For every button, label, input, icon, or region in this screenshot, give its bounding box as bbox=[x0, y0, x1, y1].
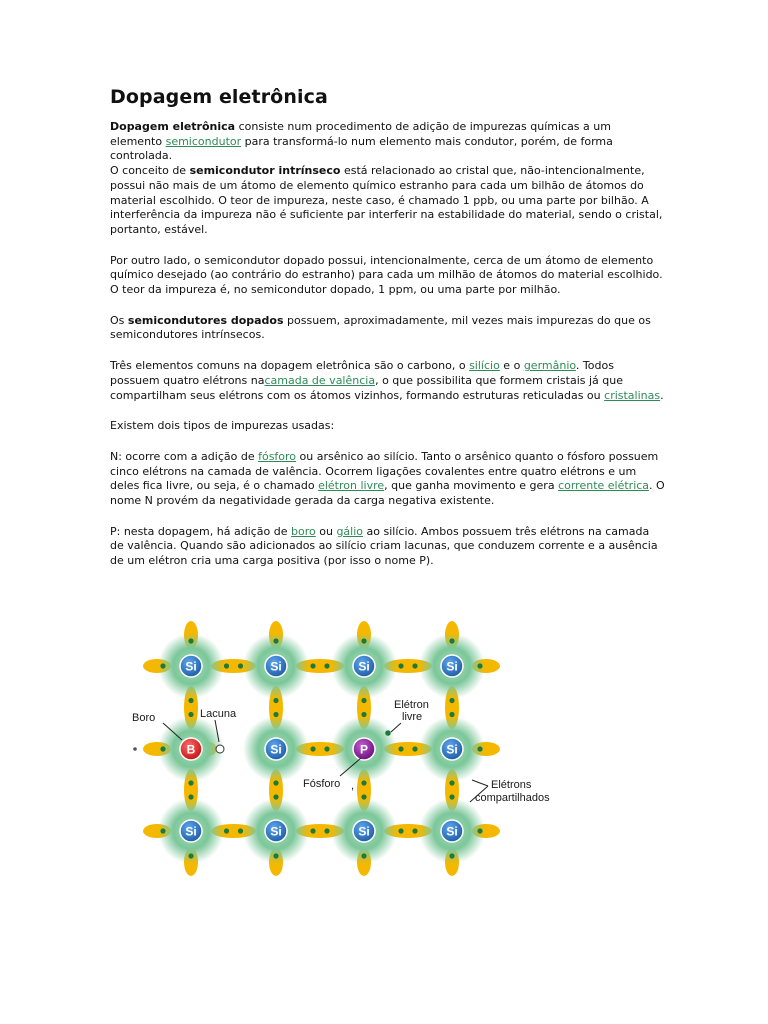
electron bbox=[449, 712, 454, 717]
electron bbox=[449, 698, 454, 703]
electron bbox=[238, 663, 243, 668]
doping-lattice-diagram bbox=[118, 596, 558, 896]
electron bbox=[412, 746, 417, 751]
atom-si-label: Si bbox=[185, 824, 197, 839]
electron bbox=[477, 663, 482, 668]
electron bbox=[273, 780, 278, 785]
electron bbox=[477, 828, 482, 833]
electron bbox=[273, 853, 278, 858]
link-cristalinas[interactable]: cristalinas bbox=[604, 388, 661, 402]
bold-term: semicondutor intrínseco bbox=[189, 164, 341, 178]
link-corrente-eletrica[interactable]: corrente elétrica bbox=[558, 479, 650, 493]
atom-si-label: Si bbox=[270, 659, 282, 674]
electron bbox=[361, 853, 366, 858]
paragraph-type-p: P: nesta dopagem, há adição de boro ou gálio ao silício. Ambos possuem três elétrons na camada de valência. Quando são adicionados ao silício criam lacunas, que conduzem corrente e a ausência de um elétron cria uma carga positiva (por isso o nome P). bbox=[110, 524, 658, 568]
electron bbox=[449, 853, 454, 858]
electron bbox=[188, 712, 193, 717]
atom-si-label: Si bbox=[270, 824, 282, 839]
atom-p-label: P bbox=[359, 742, 369, 757]
link-germanio[interactable]: germânio bbox=[523, 359, 576, 373]
atom-si-label: Si bbox=[270, 742, 282, 757]
label-boro: Boro bbox=[132, 712, 156, 724]
paragraph-elements: Três elementos comuns na dopagem eletrônica são o carbono, o silício e o germânio. Todos possuem quatro elétrons nacamada de valência, o que possibilita que formem cristais já que compartilham seus elétrons com os átomos vizinhos, formando estruturas reticuladas ou cristalinas. bbox=[110, 359, 664, 402]
electron bbox=[238, 828, 243, 833]
electron bbox=[273, 712, 278, 717]
label-eletrons: Elétrons bbox=[491, 779, 532, 791]
electron bbox=[310, 663, 315, 668]
link-boro[interactable]: boro bbox=[291, 524, 316, 538]
electron bbox=[188, 698, 193, 703]
electron bbox=[310, 828, 315, 833]
label-fosforo: Fósforo bbox=[303, 778, 341, 790]
electron bbox=[224, 663, 229, 668]
electron bbox=[188, 794, 193, 799]
label-livre: livre bbox=[402, 711, 423, 723]
electron bbox=[310, 746, 315, 751]
label-compartilhados: compartilhados bbox=[475, 792, 550, 804]
link-fosforo[interactable]: fósforo bbox=[258, 449, 297, 463]
article bbox=[110, 86, 665, 569]
electron bbox=[224, 828, 229, 833]
pointer-eletron bbox=[391, 723, 401, 732]
electron bbox=[273, 698, 278, 703]
electron bbox=[324, 828, 329, 833]
electron bbox=[449, 638, 454, 643]
lattice-svg bbox=[118, 596, 558, 896]
paragraph-types-intro: Existem dois tipos de impurezas usadas: bbox=[110, 419, 335, 433]
electron bbox=[361, 638, 366, 643]
label-eletron: Elétron bbox=[394, 699, 429, 711]
electron bbox=[324, 663, 329, 668]
electron bbox=[361, 780, 366, 785]
link-semicondutor[interactable]: semicondutor bbox=[165, 134, 242, 148]
electron bbox=[412, 663, 417, 668]
electron bbox=[273, 794, 278, 799]
page-title: Dopagem eletrônica bbox=[110, 86, 328, 108]
electron bbox=[449, 780, 454, 785]
paragraph-type-n: N: ocorre com a adição de fósforo ou arsênico ao silício. Tanto o arsênico quanto o fósforo possuem cinco elétrons na camada de valência. Ocorrem ligações covalentes entre quatro elétrons e um deles fica livre, ou seja, é o chamado elétron livre, que ganha movimento e gera corrente elétrica. O nome N provém da negatividade gerada da carga negativa existente. bbox=[110, 449, 665, 508]
link-camada-de-valencia[interactable]: camada de valência bbox=[264, 373, 376, 387]
paragraph-doped: Por outro lado, o semicondutor dopado possui, intencionalmente, cerca de um átomo de elemento químico desejado (ao contrário do estranho) para cada um milhão de átomos do material escolhido. O teor da impureza é, no semicondutor dopado, 1 ppm, ou uma parte por milhão. bbox=[110, 253, 663, 297]
electron bbox=[477, 746, 482, 751]
free-electron bbox=[385, 730, 391, 736]
atom-si-label: Si bbox=[446, 659, 458, 674]
electron bbox=[398, 828, 403, 833]
bold-term: Dopagem eletrônica bbox=[110, 120, 236, 133]
atom-si-label: Si bbox=[185, 659, 197, 674]
electron bbox=[160, 746, 165, 751]
atom-si-label: Si bbox=[358, 824, 370, 839]
electron bbox=[273, 638, 278, 643]
atom-b-label: B bbox=[186, 742, 196, 757]
electron bbox=[361, 712, 366, 717]
electron bbox=[412, 828, 417, 833]
label-comma: , bbox=[351, 780, 355, 792]
electron bbox=[188, 853, 193, 858]
electron bbox=[361, 794, 366, 799]
electron bbox=[398, 746, 403, 751]
atom-si-label: Si bbox=[446, 742, 458, 757]
paragraph-doped-semiconductors: Os semicondutores dopados possuem, aproximadamente, mil vezes mais impurezas do que os semicondutores intrínsecos. bbox=[110, 313, 651, 342]
stray-dot bbox=[133, 747, 137, 751]
atom-si-label: Si bbox=[446, 824, 458, 839]
electron bbox=[361, 698, 366, 703]
electron bbox=[449, 794, 454, 799]
electron bbox=[188, 638, 193, 643]
electron bbox=[398, 663, 403, 668]
electron bbox=[160, 828, 165, 833]
paragraph-intrinsic: O conceito de semicondutor intrínseco está relacionado ao cristal que, não-intencionalmente, possui não mais de um átomo de elemento químico estranho para cada um bilhão de átomos do material escolhido. O teor de impureza, neste caso, é chamado 1 ppb, ou uma parte por bilhão. A interferência da impureza não é suficiente par interferir na estabilidade do material, sendo o cristal, portanto, estável. bbox=[110, 164, 663, 236]
link-galio[interactable]: gálio bbox=[336, 524, 364, 538]
electron bbox=[188, 780, 193, 785]
link-eletron-livre[interactable]: elétron livre bbox=[318, 479, 385, 493]
atom-si-label: Si bbox=[358, 659, 370, 674]
bold-term: semicondutores dopados bbox=[127, 313, 284, 327]
electron bbox=[324, 746, 329, 751]
link-silicio[interactable]: silício bbox=[469, 359, 500, 373]
label-lacuna: Lacuna bbox=[200, 708, 237, 720]
paragraph-definition: Dopagem eletrônica consiste num procedimento de adição de impurezas químicas a um elemento semicondutor para transformá-lo num elemento mais condutor, porém, de forma controlada. bbox=[110, 120, 613, 163]
electron bbox=[160, 663, 165, 668]
lacuna-hole bbox=[216, 745, 224, 753]
